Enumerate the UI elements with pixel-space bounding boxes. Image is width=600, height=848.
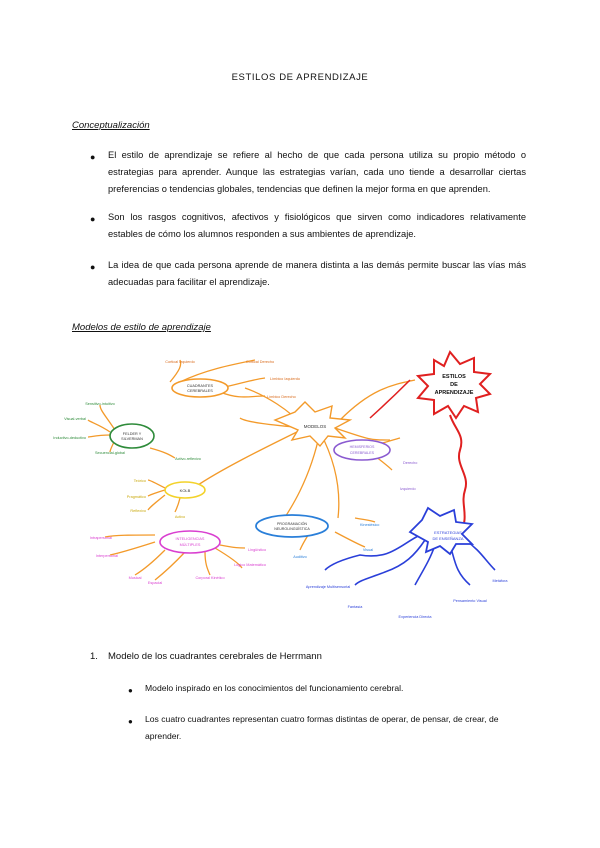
programacion-label: PROGRAMACIÓN (277, 522, 307, 526)
blue-connector-line (325, 535, 420, 570)
leaf-label: Pensamiento Visual (453, 599, 487, 603)
felder-node (110, 424, 154, 448)
leaf-label: Auditivo (293, 555, 307, 559)
connector-line (105, 535, 155, 537)
estrategias-label-1: ESTRATEGIAS (434, 530, 462, 535)
estilos-label-1: ESTILOS (442, 374, 466, 380)
bullet-dot: ● (90, 262, 96, 272)
leaf-label: Aprendizaje Multisensorial (305, 585, 351, 589)
estilos-label-3: APRENDIZAJE (434, 390, 474, 396)
leaf-label: Corporal Kinético (195, 576, 225, 580)
felder-label: SILVERMAN (121, 437, 143, 441)
connector-line (205, 552, 210, 575)
paragraph-3: La idea de que cada persona aprende de manera distinta a las demás permite buscar las vías más adecuadas para facilitar el aprendizaje. (108, 260, 526, 287)
leaf-label: Fantasía (347, 605, 363, 609)
hemisferios-node (334, 440, 390, 460)
leaf-label: Pragmático (126, 495, 146, 499)
estrategias-label-2: DE ENSEÑANZA (432, 536, 464, 541)
bullet-dot: ● (128, 686, 133, 695)
connector-line (148, 490, 165, 496)
leaf-label: Límbico Izquierdo (270, 377, 300, 381)
connector-line (88, 435, 110, 437)
inteligencias-label: INTELIGENCIAS (175, 537, 205, 541)
inteligencias-label: MÚLTIPLES (179, 543, 201, 547)
kolb-label: KOLB (179, 488, 191, 493)
leaf-label: Lingüístico (248, 548, 267, 552)
leaf-label: Lógico Matemático (234, 563, 266, 567)
leaf-label: Inductivo-deductivo (53, 436, 86, 440)
connector-line (88, 420, 110, 432)
leaf-label: Visual-verbal (64, 417, 86, 421)
leaf-label: Experiencia Directa (398, 615, 432, 619)
connector-line (335, 532, 365, 547)
cuadrantes-label: CEREBRALES (187, 389, 213, 393)
connector-line (100, 405, 115, 430)
felder-label: FELDER Y (122, 432, 142, 436)
page-title: ESTILOS DE APRENDIZAJE (231, 72, 369, 83)
sub-paragraph-2: Los cuatro cuadrantes representan cuatro formas distintas de operar, de pensar, de crear, de aprender. (145, 714, 499, 741)
blue-connector-line (450, 545, 470, 585)
modelos-label: MODELOS (303, 424, 327, 429)
leaf-label: Kinestésico (360, 523, 380, 527)
sub-paragraph-1: Modelo inspirado en los conocimientos del funcionamiento cerebral. (145, 683, 404, 693)
connector-line (148, 495, 165, 510)
list-item-text: Modelo de los cuadrantes cerebrales de Herrmann (108, 651, 322, 662)
paragraph-2: Son los rasgos cognitivos, afectivos y fisiológicos que sirven como indicadores relativamente estables de cómo los alumnos responden a sus ambientes de aprendizaje. (108, 212, 526, 239)
leaf-label: Interpersonal (95, 554, 118, 558)
leaf-label: Izquierdo (400, 487, 416, 491)
programacion-node (256, 515, 328, 537)
leaf-label: Visual (362, 548, 374, 552)
connector-line (320, 432, 339, 518)
mind-map-diagram (53, 340, 530, 640)
hemisferios-label: CEREBRALES (349, 451, 375, 455)
hemisferios-label: HEMISFERIOS (349, 445, 375, 449)
leaf-label: Intrapersonal (89, 536, 112, 540)
blue-connector-line (355, 540, 425, 585)
list-number: 1. (90, 651, 98, 662)
connector-line (175, 498, 180, 512)
bullet-dot: ● (90, 214, 96, 224)
inteligencias-node (160, 531, 220, 553)
leaf-label: Cortical Derecho (245, 360, 275, 364)
bullet-dot: ● (90, 152, 96, 162)
leaf-label: Activo (174, 515, 186, 519)
bullet-dot: ● (128, 717, 133, 726)
connector-line (195, 428, 305, 487)
programacion-label: NEUROLINGÜÍSTICA (274, 527, 310, 531)
leaf-label: Espacial (147, 581, 163, 585)
leaf-label: Sensitivo-intuitivo (85, 402, 115, 406)
connector-line (148, 480, 165, 488)
leaf-label: Reflexivo (130, 509, 146, 513)
cuadrantes-label: CUADRANTES (186, 384, 214, 388)
connector-line (280, 432, 320, 525)
connector-line (355, 518, 375, 522)
connector-line (135, 550, 165, 575)
connector-line (150, 448, 175, 458)
leaf-label: Secuencial-global (95, 451, 125, 455)
red-connector-line (370, 380, 410, 418)
leaf-label: Teórico (133, 479, 146, 483)
leaf-label: Límbico Derecho (267, 395, 296, 399)
leaf-label: Derecho (403, 461, 418, 465)
leaf-label: Musical (128, 576, 142, 580)
paragraph-1: El estilo de aprendizaje se refiere al hecho de que cada persona utiliza su propio método o estrategias para aprender. Aunque las estrategias varían, cada uno tiende a desarrollar ciertas preferencias o tendencias globales, tendencias que definen la mejor forma en que aprenden. (108, 150, 526, 194)
leaf-label: Activo-reflexivo (175, 457, 201, 461)
section-heading-modelos: Modelos de estilo de aprendizaje (72, 322, 211, 333)
section-heading-conceptualizacion: Conceptualización (72, 120, 150, 131)
estilos-label-2: DE (450, 382, 458, 388)
leaf-label: Cortical Izquierdo (165, 360, 195, 364)
connector-line (220, 545, 245, 548)
leaf-label: Metáfora (492, 579, 508, 583)
blue-connector-line (415, 545, 435, 585)
cuadrantes-node (172, 379, 228, 397)
